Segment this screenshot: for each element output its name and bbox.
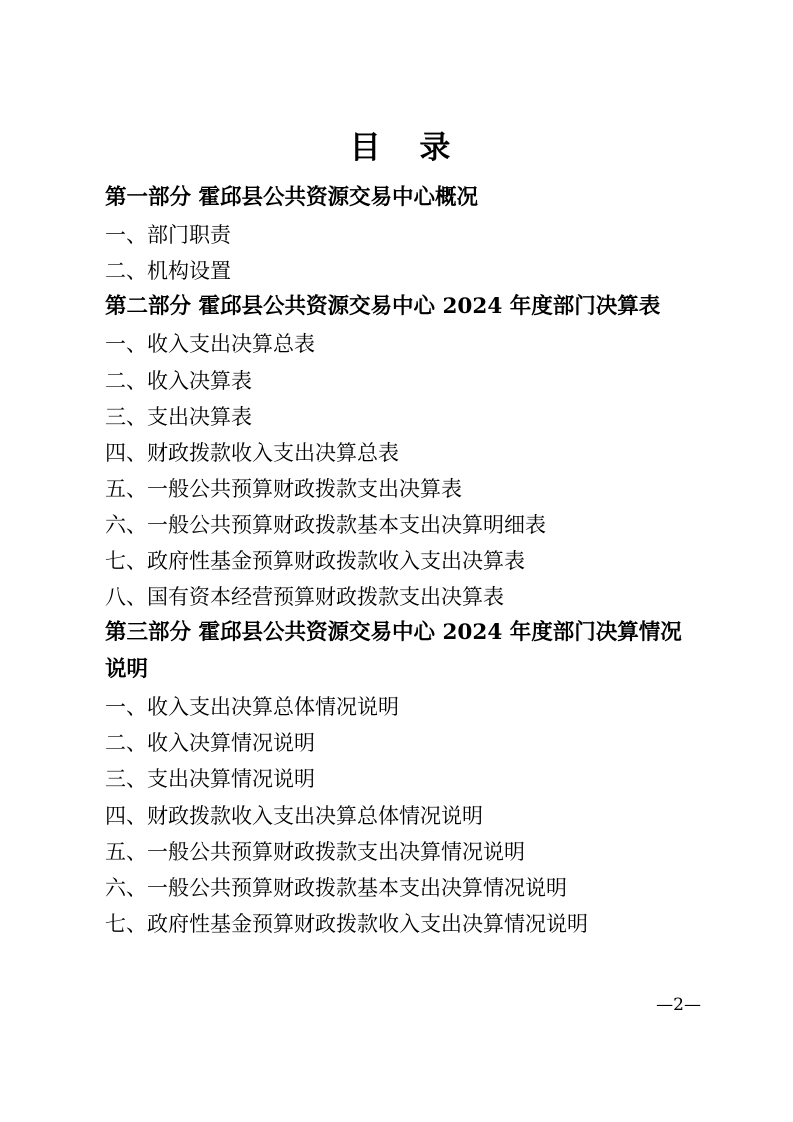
toc-entry: 一、收入支出决算总体情况说明	[105, 695, 399, 720]
toc-entry: 八、国有资本经营预算财政拨款支出决算表	[105, 585, 504, 610]
toc-entry: 四、财政拨款收入支出决算总表	[105, 440, 399, 465]
page-number: —2—	[656, 995, 701, 1015]
toc-entry: 三、支出决算情况说明	[105, 767, 315, 792]
toc-entry: 一、收入支出决算总表	[105, 332, 315, 357]
toc-entry: 二、收入决算表	[105, 368, 252, 393]
toc-entry: 二、机构设置	[105, 259, 231, 284]
toc-entry: 七、政府性基金预算财政拨款收入支出决算表	[105, 549, 525, 574]
table-of-contents	[105, 128, 695, 942]
toc-entry: 七、政府性基金预算财政拨款收入支出决算情况说明	[105, 911, 588, 936]
toc-entry: 第二部分 霍邱县公共资源交易中心 2024 年度部门决算表	[105, 294, 661, 320]
toc-entry: 六、一般公共预算财政拨款基本支出决算情况说明	[105, 875, 567, 900]
toc-entry: 四、财政拨款收入支出决算总体情况说明	[105, 803, 483, 828]
toc-entry: 二、收入决算情况说明	[105, 731, 315, 756]
toc-entry: 一、部门职责	[105, 223, 231, 248]
toc-entry: 五、一般公共预算财政拨款支出决算表	[105, 476, 462, 501]
toc-entry: 三、支出决算表	[105, 404, 252, 429]
toc-entry: 第一部分 霍邱县公共资源交易中心概况	[105, 185, 478, 211]
toc-entry: 第三部分 霍邱县公共资源交易中心 2024 年度部门决算情况说明	[105, 620, 682, 683]
toc-entry-list	[105, 180, 695, 942]
toc-entry: 六、一般公共预算财政拨款基本支出决算明细表	[105, 513, 546, 537]
toc-entry: 五、一般公共预算财政拨款支出决算情况说明	[105, 839, 525, 864]
page-title: 目 录	[349, 130, 465, 166]
